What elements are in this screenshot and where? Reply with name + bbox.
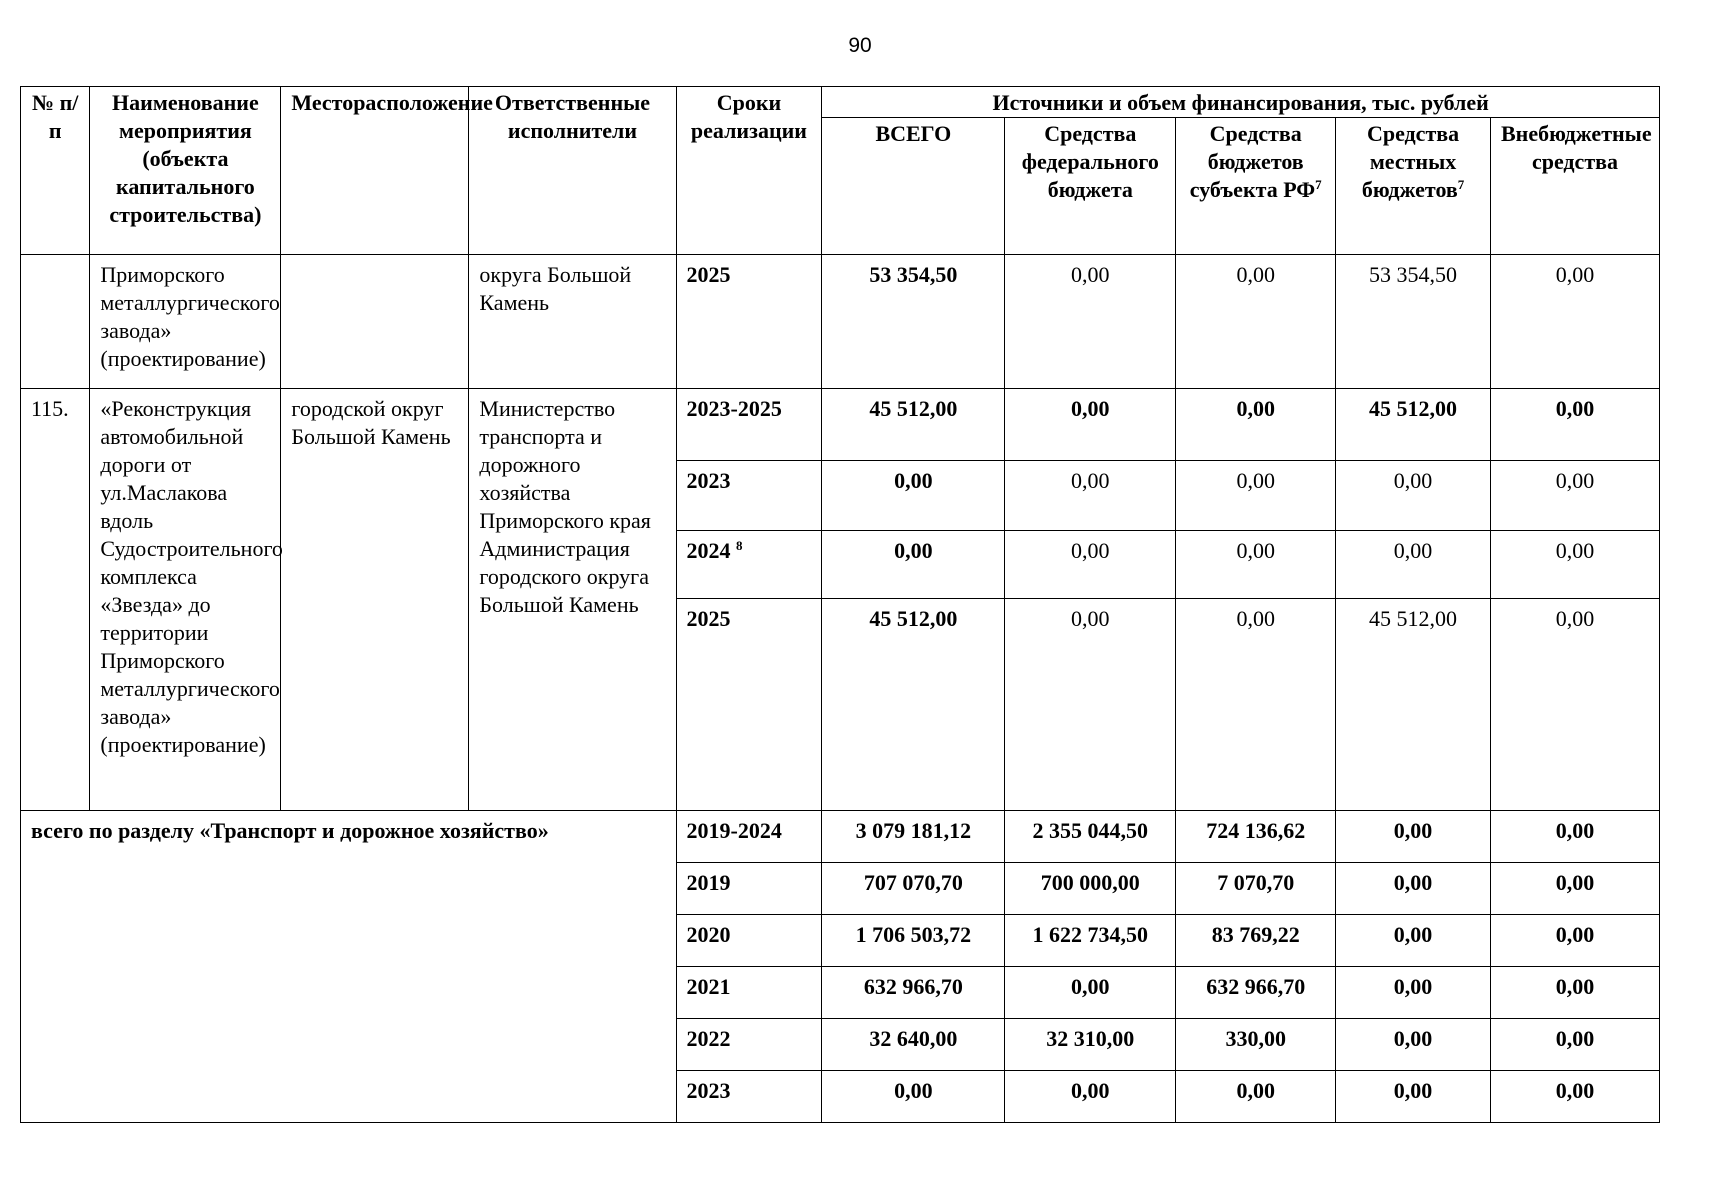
cell-federal: 0,00 bbox=[1005, 1071, 1176, 1123]
header-regional-text: Средства бюджетов субъекта РФ bbox=[1189, 121, 1316, 202]
header-name: Наименование мероприятия (объекта капитального строительства) bbox=[90, 87, 281, 255]
cell-extra: 0,00 bbox=[1490, 915, 1659, 967]
cell-extra: 0,00 bbox=[1490, 1071, 1659, 1123]
cell-num-115: 115. bbox=[21, 389, 90, 811]
cell-federal: 0,00 bbox=[1005, 967, 1176, 1019]
cell-period: 2019-2024 bbox=[676, 811, 822, 863]
cell-extra: 0,00 bbox=[1490, 863, 1659, 915]
cell-period bbox=[676, 531, 822, 599]
cell-total: 0,00 bbox=[822, 531, 1005, 599]
cell-period: 2022 bbox=[676, 1019, 822, 1071]
cell-period: 2025 bbox=[676, 599, 822, 811]
cell-total: 1 706 503,72 bbox=[822, 915, 1005, 967]
cell-extra: 0,00 bbox=[1490, 811, 1659, 863]
cell-extra: 0,00 bbox=[1490, 1019, 1659, 1071]
cell-period: 2021 bbox=[676, 967, 822, 1019]
cell-local: 0,00 bbox=[1336, 863, 1491, 915]
cell-total: 0,00 bbox=[822, 461, 1005, 531]
cell-local: 0,00 bbox=[1336, 967, 1491, 1019]
section-total-label: всего по разделу «Транспорт и дорожное хозяйство» bbox=[21, 811, 677, 1123]
header-row-1 bbox=[21, 87, 1660, 118]
header-local-note: 7 bbox=[1457, 177, 1465, 192]
cell-local: 0,00 bbox=[1336, 531, 1491, 599]
cell-federal: 0,00 bbox=[1005, 531, 1176, 599]
header-total: ВСЕГО bbox=[822, 118, 1005, 255]
table-row-115-total bbox=[21, 389, 1660, 461]
header-federal: Средства федерального бюджета bbox=[1005, 118, 1176, 255]
cell-extra: 0,00 bbox=[1490, 389, 1659, 461]
cell-extra: 0,00 bbox=[1490, 599, 1659, 811]
cell-regional: 330,00 bbox=[1176, 1019, 1336, 1071]
cell-name: Приморского металлургического завода» (проектирование) bbox=[90, 255, 281, 389]
cell-regional: 724 136,62 bbox=[1176, 811, 1336, 863]
cell-total: 632 966,70 bbox=[822, 967, 1005, 1019]
header-responsible: Ответственные исполнители bbox=[469, 87, 676, 255]
page-number: 90 bbox=[848, 34, 872, 57]
cell-federal: 0,00 bbox=[1005, 389, 1176, 461]
cell-extra: 0,00 bbox=[1490, 255, 1659, 389]
cell-federal: 0,00 bbox=[1005, 255, 1176, 389]
cell-federal: 0,00 bbox=[1005, 599, 1176, 811]
cell-period-text: 2024 bbox=[686, 538, 731, 563]
header-extra: Внебюджетные средства bbox=[1490, 118, 1659, 255]
cell-total: 32 640,00 bbox=[822, 1019, 1005, 1071]
cell-total: 0,00 bbox=[822, 1071, 1005, 1123]
header-period: Сроки реализации bbox=[676, 87, 822, 255]
cell-regional: 0,00 bbox=[1176, 1071, 1336, 1123]
header-num: № п/п bbox=[21, 87, 90, 255]
cell-local: 0,00 bbox=[1336, 1019, 1491, 1071]
cell-period: 2025 bbox=[676, 255, 822, 389]
table-row-continuation bbox=[21, 255, 1660, 389]
cell-local: 0,00 bbox=[1336, 1071, 1491, 1123]
cell-location-115: городской округ Большой Камень bbox=[281, 389, 469, 811]
financing-table bbox=[20, 86, 1660, 1123]
period-footnote: 8 bbox=[736, 538, 743, 553]
cell-location bbox=[281, 255, 469, 389]
cell-num bbox=[21, 255, 90, 389]
cell-extra: 0,00 bbox=[1490, 531, 1659, 599]
cell-total: 45 512,00 bbox=[822, 599, 1005, 811]
cell-regional: 0,00 bbox=[1176, 599, 1336, 811]
cell-responsible-115: Министерство транспорта и дорожного хозяйства Приморского края Администрация городского округа Большой Камень bbox=[469, 389, 676, 811]
cell-federal: 0,00 bbox=[1005, 461, 1176, 531]
cell-local: 45 512,00 bbox=[1336, 599, 1491, 811]
cell-regional: 0,00 bbox=[1176, 255, 1336, 389]
cell-period: 2019 bbox=[676, 863, 822, 915]
cell-local: 53 354,50 bbox=[1336, 255, 1491, 389]
cell-extra: 0,00 bbox=[1490, 461, 1659, 531]
header-regional bbox=[1176, 118, 1336, 255]
cell-responsible: округа Большой Камень bbox=[469, 255, 676, 389]
cell-total: 707 070,70 bbox=[822, 863, 1005, 915]
cell-regional: 632 966,70 bbox=[1176, 967, 1336, 1019]
cell-federal: 2 355 044,50 bbox=[1005, 811, 1176, 863]
cell-period: 2020 bbox=[676, 915, 822, 967]
cell-period: 2023 bbox=[676, 1071, 822, 1123]
cell-extra: 0,00 bbox=[1490, 967, 1659, 1019]
cell-regional: 83 769,22 bbox=[1176, 915, 1336, 967]
cell-regional: 0,00 bbox=[1176, 461, 1336, 531]
header-local bbox=[1336, 118, 1491, 255]
header-location: Месторасположение bbox=[281, 87, 469, 255]
header-financing: Источники и объем финансирования, тыс. рублей bbox=[822, 87, 1660, 118]
cell-total: 45 512,00 bbox=[822, 389, 1005, 461]
cell-period: 2023 bbox=[676, 461, 822, 531]
cell-federal: 1 622 734,50 bbox=[1005, 915, 1176, 967]
cell-local: 0,00 bbox=[1336, 811, 1491, 863]
cell-total: 3 079 181,12 bbox=[822, 811, 1005, 863]
cell-total: 53 354,50 bbox=[822, 255, 1005, 389]
cell-regional: 0,00 bbox=[1176, 531, 1336, 599]
cell-federal: 32 310,00 bbox=[1005, 1019, 1176, 1071]
cell-local: 0,00 bbox=[1336, 915, 1491, 967]
cell-regional: 7 070,70 bbox=[1176, 863, 1336, 915]
cell-local: 45 512,00 bbox=[1336, 389, 1491, 461]
cell-regional: 0,00 bbox=[1176, 389, 1336, 461]
cell-local: 0,00 bbox=[1336, 461, 1491, 531]
cell-federal: 700 000,00 bbox=[1005, 863, 1176, 915]
cell-period: 2023-2025 bbox=[676, 389, 822, 461]
header-local-text: Средства местных бюджетов bbox=[1361, 121, 1460, 202]
table-row-section-total bbox=[21, 811, 1660, 863]
header-regional-note: 7 bbox=[1315, 177, 1322, 192]
cell-name-115: «Реконструкция автомобильной дороги от ул.Маслакова вдоль Судостроительного комплекса «Звезда» до территории Приморского металлургического завода» (проектирование) bbox=[90, 389, 281, 811]
